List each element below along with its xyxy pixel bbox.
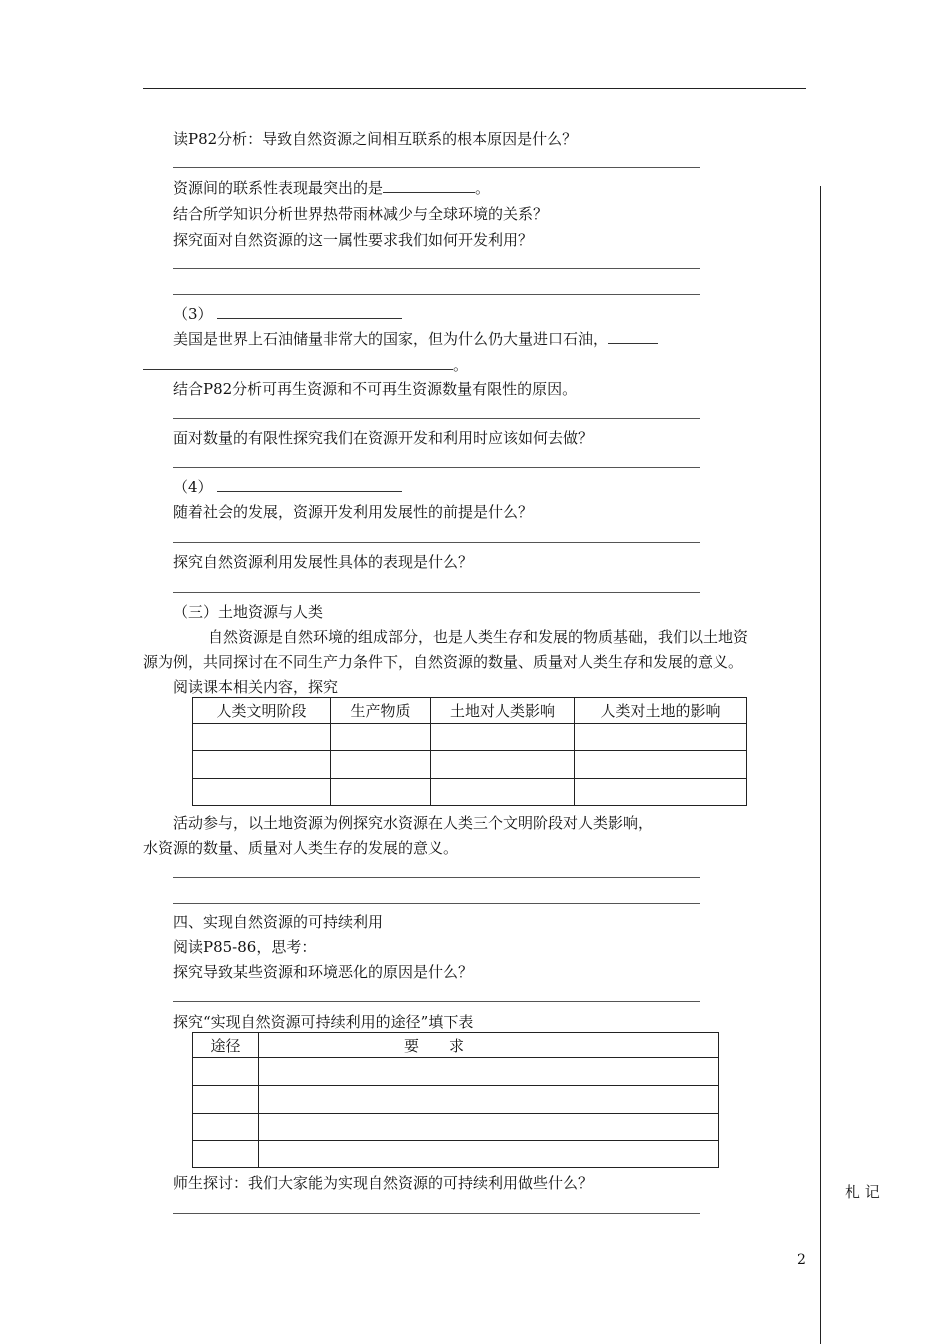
margin-divider (820, 186, 821, 1344)
heading-blank[interactable] (217, 477, 402, 492)
heading-blank[interactable] (217, 304, 402, 319)
table-row (193, 779, 747, 806)
item-number: （3） (173, 305, 213, 323)
answer-rule[interactable] (173, 542, 700, 543)
table-cell[interactable] (193, 779, 331, 806)
answer-rule[interactable] (173, 1213, 700, 1214)
table-cell[interactable] (331, 751, 431, 779)
table-cell[interactable] (431, 779, 575, 806)
table-cell[interactable] (193, 751, 331, 779)
question-line: 结合所学知识分析世界热带雨林减少与全球环境的关系？ (173, 205, 549, 223)
section-heading: （三）土地资源与人类 (173, 603, 324, 621)
table-cell[interactable] (193, 724, 331, 751)
header-rule (143, 88, 806, 89)
table-cell[interactable] (331, 724, 431, 751)
answer-rule[interactable] (173, 1001, 700, 1002)
instruction-line: 阅读课本相关内容，探究 (173, 678, 339, 696)
table-header-cell: 人类对土地的影响 (575, 698, 747, 724)
table-cell[interactable] (193, 1141, 259, 1168)
table-cell[interactable] (431, 751, 575, 779)
instruction-line: 探究“实现自然资源可持续利用的途径”填下表 (173, 1013, 474, 1031)
table-cell[interactable] (259, 1141, 719, 1168)
item-heading (173, 476, 402, 497)
table-cell[interactable] (193, 1114, 259, 1141)
question-line: 探究自然资源利用发展性具体的表现是什么？ (173, 553, 474, 571)
answer-rule[interactable] (173, 877, 700, 878)
question-line: 师生探讨：我们大家能为实现自然资源的可持续利用做些什么？ (173, 1174, 594, 1192)
table-cell[interactable] (259, 1058, 719, 1086)
table-cell[interactable] (193, 1086, 259, 1114)
section-heading: 四、实现自然资源的可持续利用 (173, 913, 384, 931)
pathway-table (192, 1032, 719, 1168)
item-heading (173, 303, 402, 324)
answer-rule[interactable] (173, 268, 700, 269)
question-line: 探究导致某些资源和环境恶化的原因是什么？ (173, 963, 474, 981)
fill-blank[interactable] (383, 178, 475, 193)
table-row (193, 724, 747, 751)
question-line: 面对数量的有限性探究我们在资源开发和利用时应该如何去做？ (173, 429, 594, 447)
question-line: 随着社会的发展，资源开发利用发展性的前提是什么？ (173, 503, 534, 521)
table-header-cell: 生产物质 (331, 698, 431, 724)
fill-blank[interactable] (608, 329, 658, 344)
answer-rule[interactable] (173, 903, 700, 904)
question-line: 读P82分析：导致自然资源之间相互联系的根本原因是什么？ (173, 130, 578, 148)
fill-blank[interactable] (143, 355, 453, 370)
margin-note: 札 记 (845, 1183, 880, 1201)
table-row (193, 751, 747, 779)
table-cell[interactable] (575, 751, 747, 779)
table-cell[interactable] (259, 1114, 719, 1141)
table-cell[interactable] (575, 779, 747, 806)
table-cell[interactable] (575, 724, 747, 751)
table-row (193, 1086, 719, 1114)
answer-rule[interactable] (173, 294, 700, 295)
question-line: 探究面对自然资源的这一属性要求我们如何开发利用？ (173, 231, 534, 249)
answer-rule[interactable] (173, 167, 700, 168)
page-number: 2 (797, 1252, 806, 1268)
table-header-cell: 人类文明阶段 (193, 698, 331, 724)
fill-line (173, 177, 490, 198)
table-cell[interactable] (259, 1086, 719, 1114)
paragraph-line: 自然资源是自然环境的组成部分，也是人类生存和发展的物质基础，我们以土地资 (208, 628, 749, 646)
fill-line (143, 354, 468, 375)
fill-text: 美国是世界上石油储量非常大的国家，但为什么仍大量进口石油， (173, 330, 609, 348)
table-row (193, 1141, 719, 1168)
paragraph-line: 活动参与，以土地资源为例探究水资源在人类三个文明阶段对人类影响， (173, 814, 654, 832)
civilization-table (192, 697, 747, 806)
table-row (193, 1058, 719, 1086)
paragraph-line: 源为例，共同探讨在不同生产力条件下，自然资源的数量、质量对人类生存和发展的意义。 (143, 653, 744, 671)
table-row (193, 1114, 719, 1141)
table-cell[interactable] (193, 1058, 259, 1086)
instruction-line: 阅读P85-86，思考： (173, 938, 317, 956)
answer-rule[interactable] (173, 592, 700, 593)
paragraph-line: 水资源的数量、质量对人类生存的发展的意义。 (143, 839, 459, 857)
item-number: （4） (173, 478, 213, 496)
table-header-cell: 要 求 (259, 1033, 719, 1058)
table-header-cell: 土地对人类影响 (431, 698, 575, 724)
question-line: 结合P82分析可再生资源和不可再生资源数量有限性的原因。 (173, 380, 578, 398)
answer-rule[interactable] (173, 467, 700, 468)
fill-text: 资源间的联系性表现最突出的是 (173, 179, 384, 197)
fill-text-end: 。 (453, 356, 469, 374)
table-header-cell: 途径 (193, 1033, 259, 1058)
fill-text-end: 。 (475, 179, 491, 197)
table-cell[interactable] (331, 779, 431, 806)
fill-line (173, 328, 658, 349)
answer-rule[interactable] (173, 418, 700, 419)
table-cell[interactable] (431, 724, 575, 751)
